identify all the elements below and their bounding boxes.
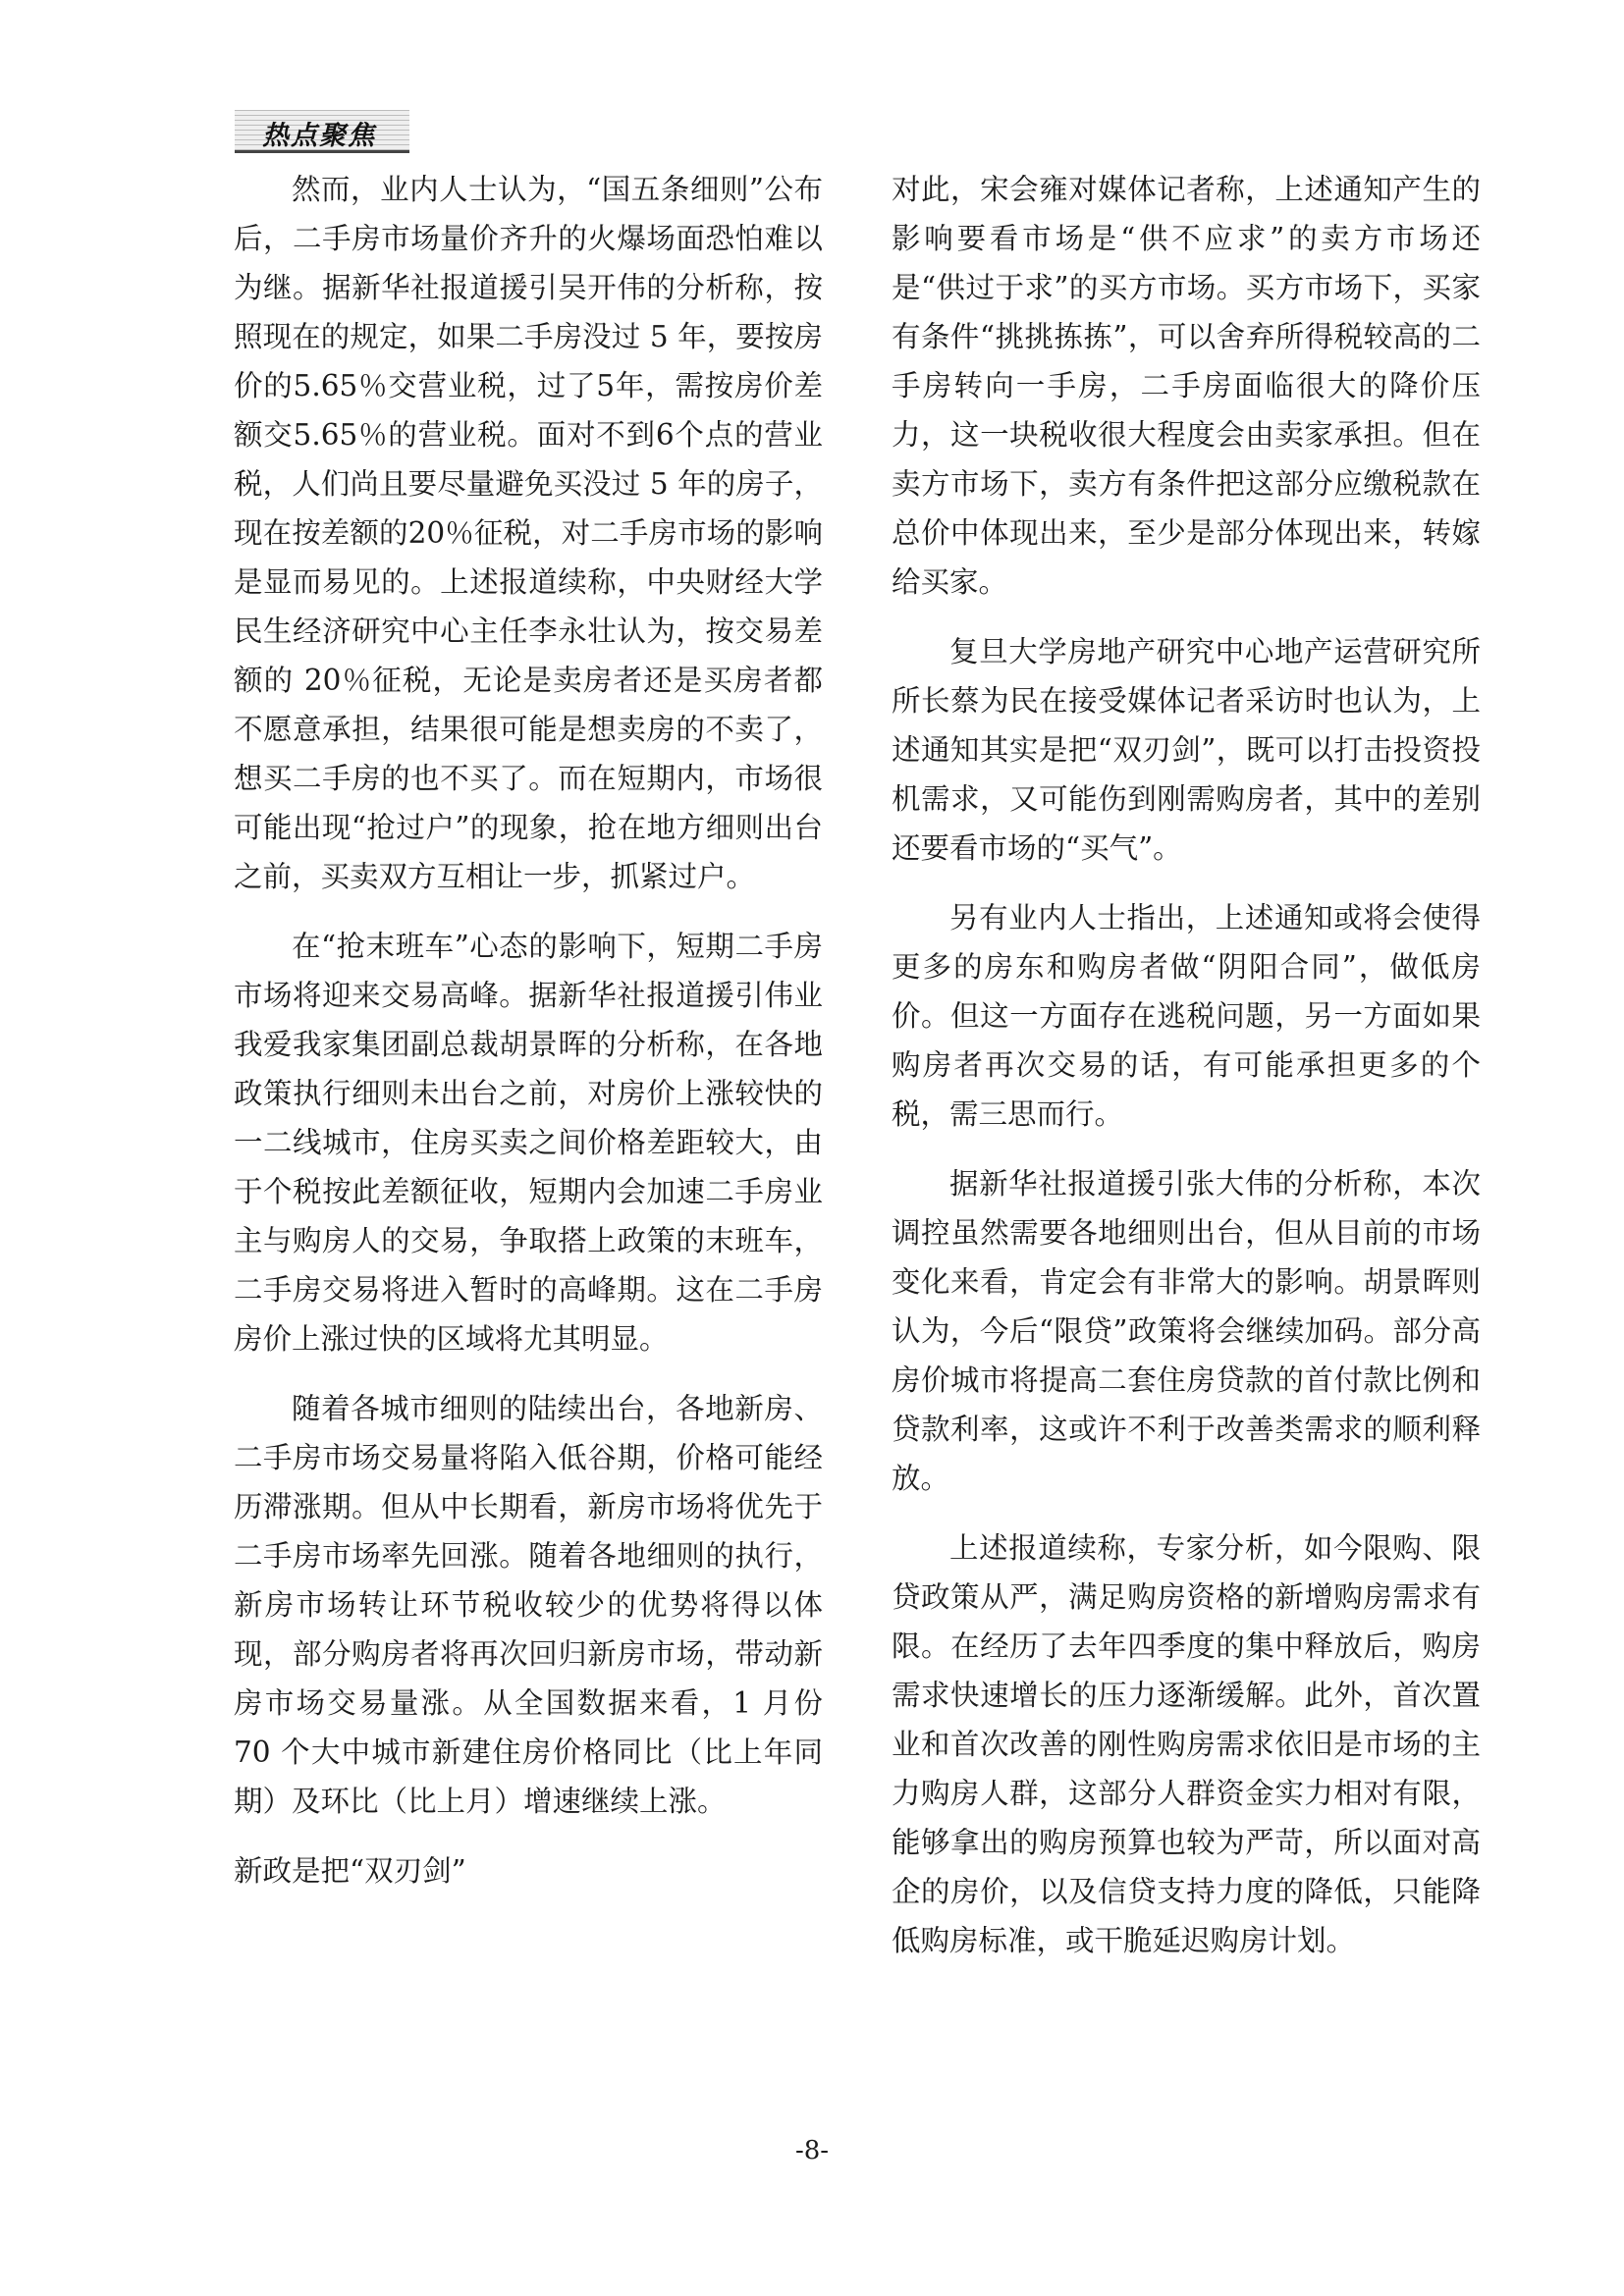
paragraph: 随着各城市细则的陆续出台，各地新房、二手房市场交易量将陷入低谷期，价格可能经历滞涨期。但从中长期看，新房市场将优先于二手房市场率先回涨。随着各地细则的执行，新房市场转让环节税收较少的优势将得以体现，部分购房者将再次回归新房市场，带动新房市场交易量涨。从全国数据来看，1 月份 70 个大中城市新建住房价格同比（比上年同期）及环比（比上月）增速继续上涨。 bbox=[234, 1392, 823, 1818]
paragraph: 上述报道续称，专家分析，如今限购、限贷政策从严，满足购房资格的新增购房需求有限。在经历了去年四季度的集中释放后，购房需求快速增长的压力逐渐缓解。此外，首次置业和首次改善的刚性购房需求依旧是市场的主力购房人群，这部分人群资金实力相对有限，能够拿出的购房预算也较为严苛，所以面对高企的房价，以及信贷支持力度的降低，只能降低购房标准，或干脆延迟购房计划。 bbox=[892, 1531, 1481, 1957]
left-column bbox=[234, 165, 823, 1916]
paragraph: 复旦大学房地产研究中心地产运营研究所所长蔡为民在接受媒体记者采访时也认为，上述通知其实是把“双刃剑”，既可以打击投资投机需求，又可能伤到刚需购房者，其中的差别还要看市场的“买气”。 bbox=[892, 635, 1481, 865]
section-header-tag bbox=[235, 110, 409, 153]
paragraph: 另有业内人士指出，上述通知或将会使得更多的房东和购房者做“阴阳合同”，做低房价。但这一方面存在逃税问题，另一方面如果购房者再次交易的话，有可能承担更多的个税，需三思而行。 bbox=[892, 901, 1481, 1131]
section-header-label: 热点聚焦 bbox=[262, 121, 376, 151]
paragraph: 据新华社报道援引张大伟的分析称，本次调控虽然需要各地细则出台，但从目前的市场变化来看，肯定会有非常大的影响。胡景晖则认为，今后“限贷”政策将会继续加码。部分高房价城市将提高二套住房贷款的首付款比例和贷款利率，这或许不利于改善类需求的顺利释放。 bbox=[892, 1167, 1481, 1495]
right-column bbox=[892, 165, 1481, 1986]
paragraph: 对此，宋会雍对媒体记者称，上述通知产生的影响要看市场是“供不应求”的卖方市场还是“供过于求”的买方市场。买方市场下，买家有条件“挑挑拣拣”，可以舍弃所得税较高的二手房转向一手房，二手房面临很大的降价压力，这一块税收很大程度会由卖家承担。但在卖方市场下，卖方有条件把这部分应缴税款在总价中体现出来，至少是部分体现出来，转嫁给买家。 bbox=[892, 173, 1481, 599]
paragraph: 然而，业内人士认为，“国五条细则”公布后，二手房市场量价齐升的火爆场面恐怕难以为继。据新华社报道援引吴开伟的分析称，按照现在的规定，如果二手房没过 5 年，要按房价的5.65％交营业税，过了5年，需按房价差额交5.65％的营业税。面对不到6个点的营业税，人们尚且要尽量避免买没过 5 年的房子，现在按差额的20％征税，对二手房市场的影响是显而易见的。上述报道续称，中央财经大学民生经济研究中心主任李永壮认为，按交易差额的 20％征税，无论是卖房者还是买房者都不愿意承担，结果很可能是想卖房的不卖了，想买二手房的也不买了。而在短期内，市场很可能出现“抢过户”的现象，抢在地方细则出台之前，买卖双方互相让一步，抓紧过户。 bbox=[234, 173, 823, 893]
paragraph: 在“抢末班车”心态的影响下，短期二手房市场将迎来交易高峰。据新华社报道援引伟业我爱我家集团副总裁胡景晖的分析称，在各地政策执行细则未出台之前，对房价上涨较快的一二线城市，住房买卖之间价格差距较大，由于个税按此差额征收，短期内会加速二手房业主与购房人的交易，争取搭上政策的末班车，二手房交易将进入暂时的高峰期。这在二手房房价上涨过快的区域将尤其明显。 bbox=[234, 930, 823, 1356]
page-number: -8- bbox=[794, 2136, 830, 2165]
section-subheading: 新政是把“双刃剑” bbox=[234, 1854, 466, 1888]
